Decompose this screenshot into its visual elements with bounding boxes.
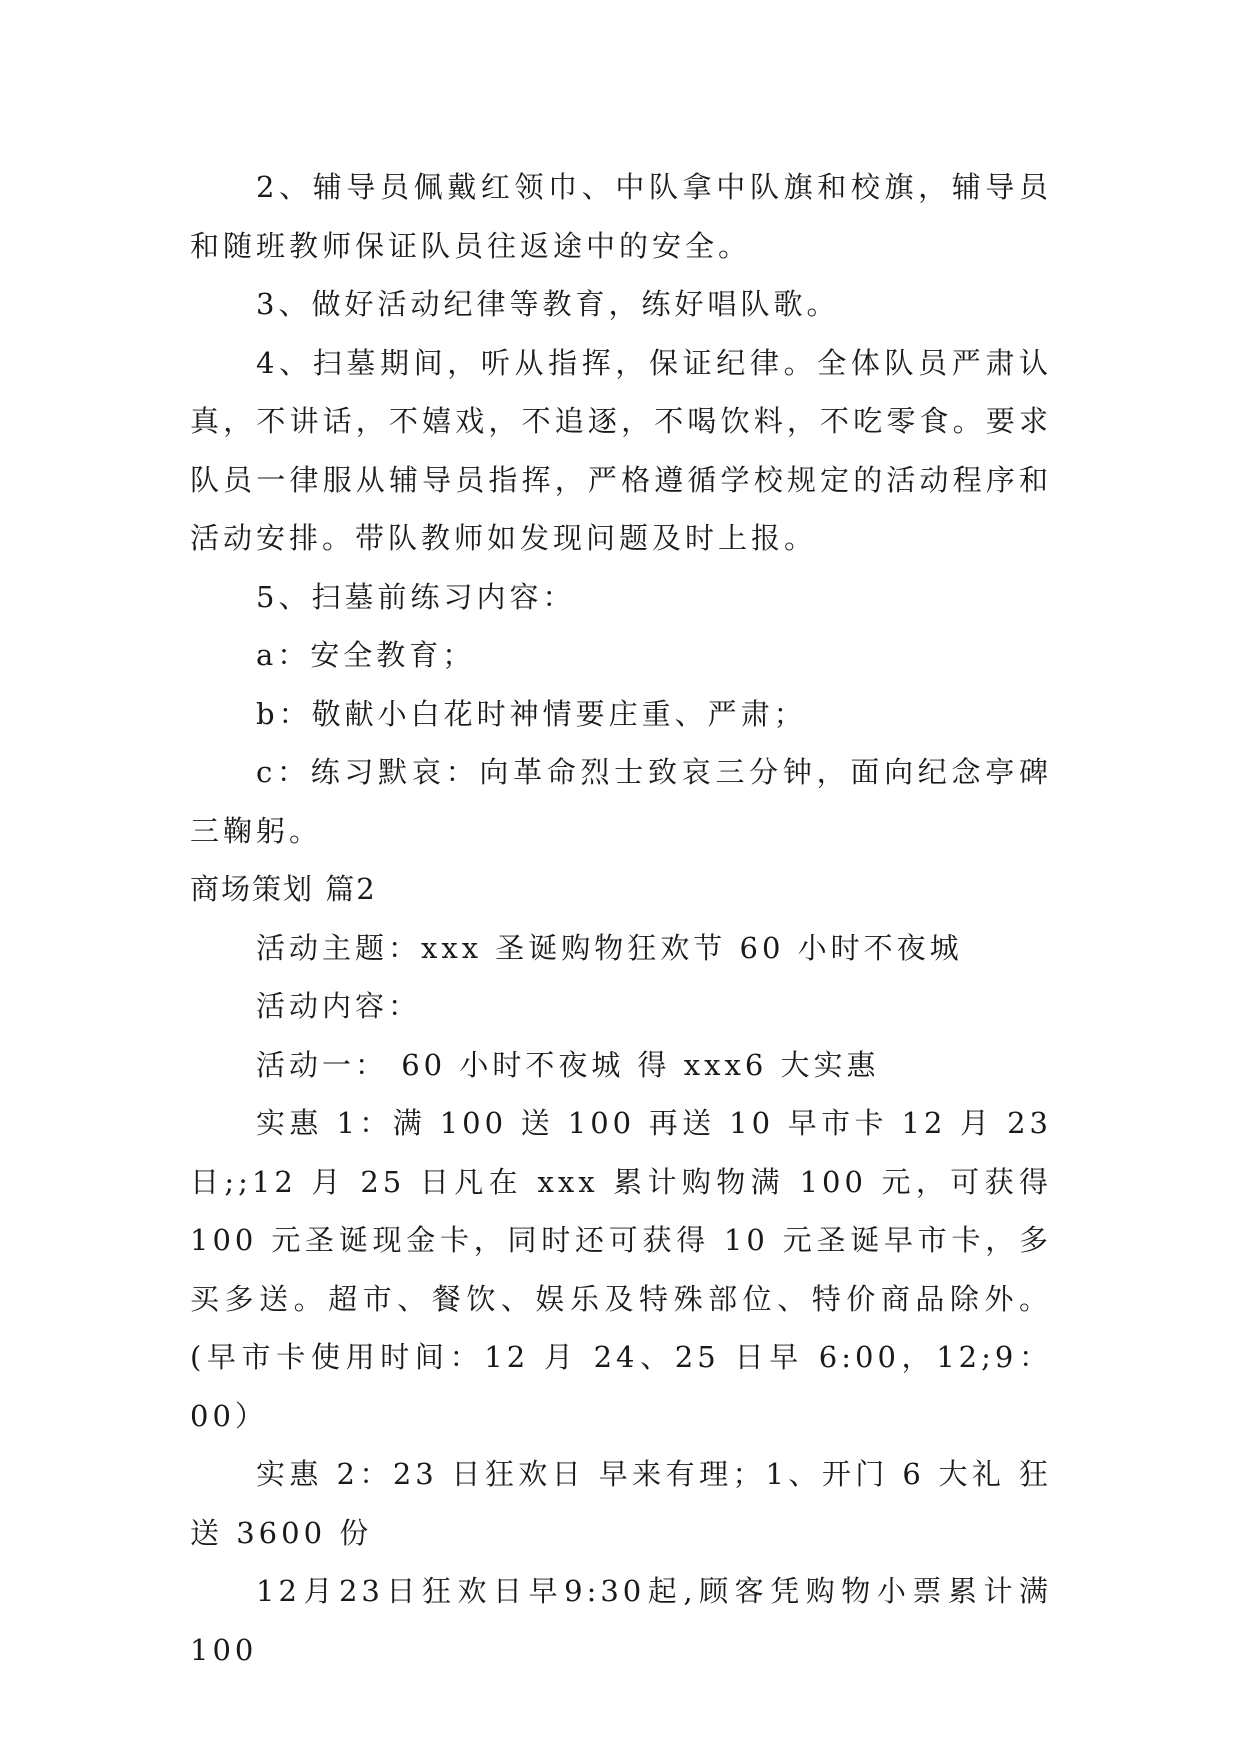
paragraph: 5、扫墓前练习内容： (256, 579, 576, 614)
paragraph: b：敬献小白花时神情要庄重、严肃； (256, 696, 807, 731)
section-heading: 商场策划 篇2 (190, 872, 377, 906)
paragraph: c：练习默哀：向革命烈士致哀三分钟，面向纪念亭碑三鞠躬。 (190, 755, 1052, 848)
paragraph: 实惠 2：23 日狂欢日 早来有理；1、开门 6 大礼 狂送 3600 份 (190, 1457, 1052, 1550)
paragraph: 活动内容： (256, 989, 422, 1023)
paragraph: 12月23日狂欢日早9:30起,顾客凭购物小票累计满100 (190, 1574, 1052, 1667)
paragraph: 4、扫墓期间，听从指挥，保证纪律。全体队员严肃认真，不讲话，不嬉戏，不追逐，不喝饮料，不吃零食。要求队员一律服从辅导员指挥，严格遵循学校规定的活动程序和活动安排。带队教师如发现问题及时上报。 (190, 345, 1052, 555)
document-body (190, 158, 1052, 1679)
paragraph: 活动主题：xxx 圣诞购物狂欢节 60 小时不夜城 (256, 930, 963, 965)
paragraph: 3、做好活动纪律等教育，练好唱队歌。 (256, 287, 840, 321)
paragraph: 活动一： 60 小时不夜城 得 xxx6 大实惠 (256, 1047, 880, 1082)
paragraph: 实惠 1：满 100 送 100 再送 10 早市卡 12 月 23 日;;12 月 25 日凡在 xxx 累计购物满 100 元，可获得 100 元圣诞现金卡，同时还可获得 10 元圣诞早市卡，多买多送。超市、餐饮、娱乐及特殊部位、特价商品除外。(早市卡使用时间：12 月 24、25 日早 6:00，12;9：00） (190, 1106, 1052, 1433)
paragraph: a：安全教育； (256, 638, 476, 672)
paragraph: 2、辅导员佩戴红领巾、中队拿中队旗和校旗，辅导员和随班教师保证队员往返途中的安全。 (190, 170, 1052, 263)
